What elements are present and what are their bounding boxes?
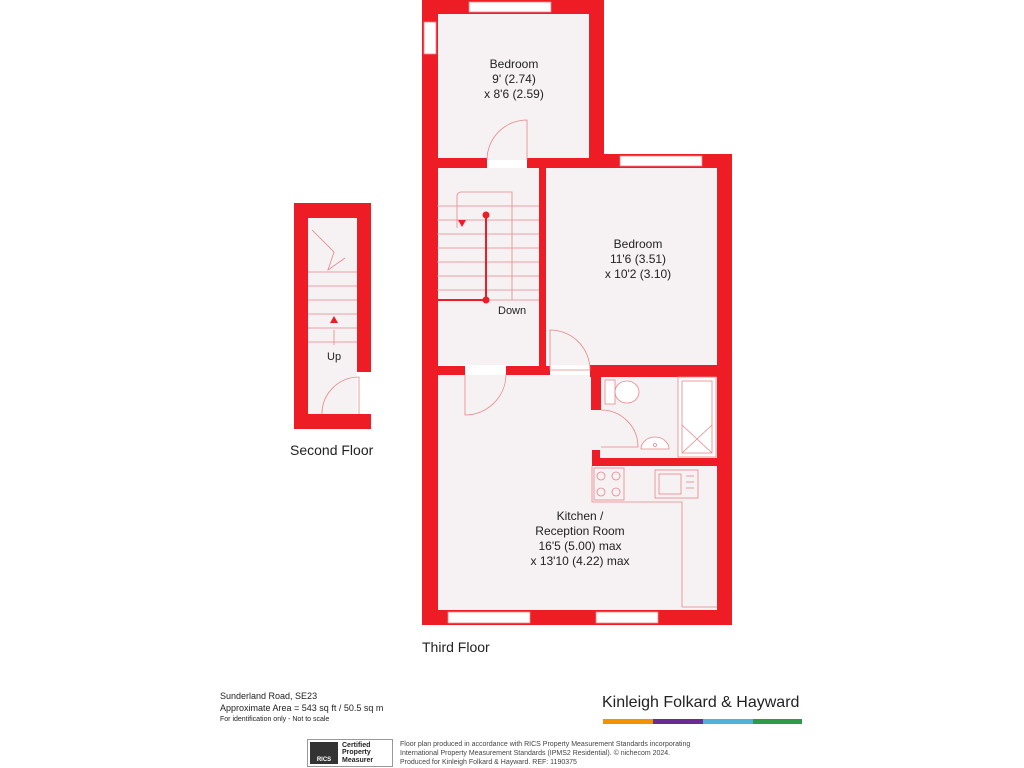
third-floor-label: Third Floor: [422, 639, 490, 655]
disclaimer-line-1: Floor plan produced in accordance with RICS Property Measurement Standards incorporating: [400, 741, 691, 748]
rics-text: [342, 742, 373, 765]
rics-line-2: Property: [342, 749, 371, 757]
brand-bar-blue: [703, 719, 753, 724]
rics-badge: [307, 739, 393, 767]
brand-bar-green: [753, 719, 802, 724]
room-dim-2: x 13'10 (4.22) max: [530, 554, 630, 568]
brand-name: Kinleigh Folkard & Hayward: [602, 694, 800, 711]
kitchen-label: [505, 509, 655, 569]
approximate-area: Approximate Area = 543 sq ft / 50.5 sq m: [220, 703, 384, 713]
disclaimer: [400, 740, 720, 767]
property-info: [220, 690, 383, 726]
room-dim-2: x 8'6 (2.59): [484, 87, 544, 101]
identification-note: For identification only - Not to scale: [220, 716, 330, 723]
room-name: Kitchen /: [556, 509, 604, 523]
bedroom-small-label: [464, 57, 564, 102]
bedroom-large-label: [578, 237, 698, 282]
rics-logo-icon: RICS: [310, 742, 338, 764]
disclaimer-line-3: Produced for Kinleigh Folkard & Hayward. REF: 1190375: [400, 759, 577, 766]
second-floor-fill: [308, 218, 357, 414]
rics-line-3: Measurer: [342, 756, 374, 764]
disclaimer-line-2: International Property Measurement Standards (IPMS2 Residential). © nichecom 2024.: [400, 750, 671, 757]
room-name: Bedroom: [489, 57, 539, 71]
room-name-2: Reception Room: [535, 524, 625, 538]
rics-line-1: Certified: [342, 741, 371, 749]
address: Sunderland Road, SE23: [220, 691, 318, 701]
room-dim-2: x 10'2 (3.10): [604, 267, 672, 281]
brand-bar-purple: [653, 719, 703, 724]
stairs-up-label: Up: [327, 351, 342, 363]
stairs-down-label: Down: [498, 305, 527, 317]
brand-bar-orange: [603, 719, 653, 724]
second-floor-label: Second Floor: [290, 442, 374, 458]
room-dim-1: 16'5 (5.00) max: [538, 539, 622, 553]
room-name: Bedroom: [613, 237, 663, 251]
room-dim-1: 11'6 (3.51): [609, 252, 667, 266]
room-dim-1: 9' (2.74): [492, 72, 536, 86]
